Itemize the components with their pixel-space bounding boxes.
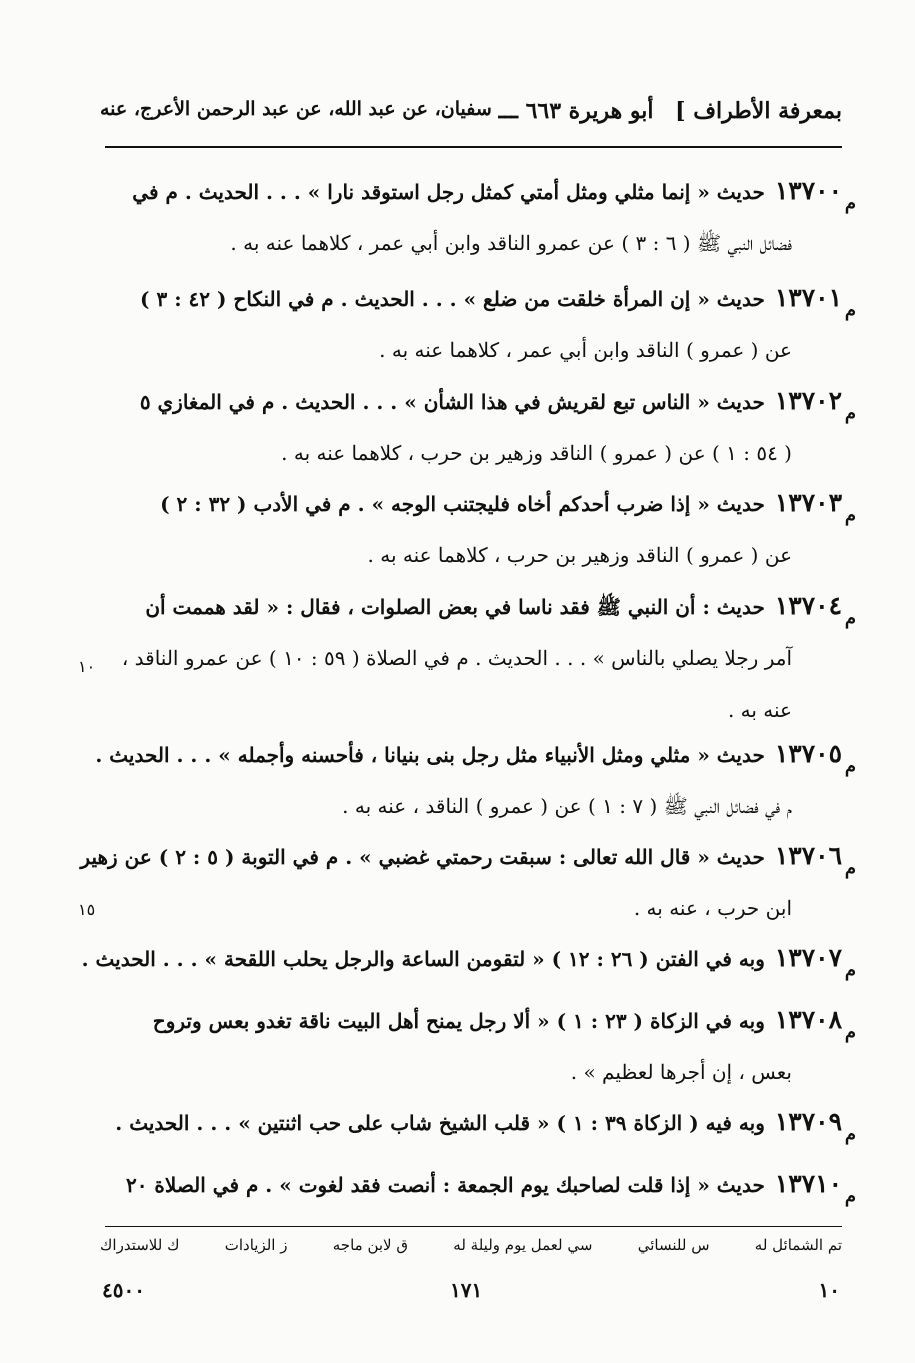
entry-mark: م <box>844 858 856 879</box>
hadith-entry <box>100 994 856 1098</box>
entry-mark: م <box>844 1124 856 1145</box>
entry-line <box>81 932 856 984</box>
hadith-entry <box>81 932 856 984</box>
entry-text: حديث : أن النبي ﷺ فقد ناسا في بعض الصلوات ، فقال : « لقد هممت أن <box>145 595 765 619</box>
entry-line <box>100 217 842 269</box>
entry-mark: م <box>844 300 856 321</box>
entry-text: وبه فيه ( الزكاة ٣٩ : ١ ) « قلب الشيخ شاب على حب اثنتين » . . . الحديث . <box>115 1111 765 1135</box>
footnote-item: ز الزيادات <box>224 1236 288 1254</box>
entry-number: ١٣٧٠٠ <box>774 176 842 205</box>
entry-number: ١٣٧٠٩ <box>774 1107 842 1136</box>
entry-line <box>100 165 856 217</box>
entry-text: عن ( عمرو ) الناقد وزهير بن حرب ، كلاهما عنه به . <box>367 543 792 567</box>
entry-line <box>100 994 856 1046</box>
footnote-item: ك للاستدراك <box>100 1236 180 1254</box>
entry-mark: م <box>844 756 856 777</box>
header-rule <box>105 146 842 148</box>
page-footer <box>100 1278 842 1308</box>
entry-text: حديث « إنما مثلي ومثل أمتي كمثل رجل استوقد نارا » . . . الحديث . م في <box>132 180 765 204</box>
entry-text: حديث « الناس تبع لقريش في هذا الشأن » . . . الحديث . م في المغازي ٥ <box>139 390 765 414</box>
entry-line <box>100 1158 856 1210</box>
hadith-entry <box>100 580 856 736</box>
entry-mark: م <box>844 403 856 424</box>
footnote-item: سي لعمل يوم وليلة له <box>453 1236 593 1254</box>
entry-number: ١٣٧٠٦ <box>774 841 842 870</box>
entry-mark: م <box>844 608 856 629</box>
footnotes <box>100 1236 842 1254</box>
footnote-rule <box>105 1226 842 1227</box>
footer-right-code: ١٠ <box>818 1278 840 1302</box>
entry-line <box>100 580 856 632</box>
entry-mark: م <box>844 1186 856 1207</box>
entry-line <box>100 632 842 684</box>
entry-number: ١٣٧٠٣ <box>774 488 842 517</box>
header-chain: سفيان، عن عبد الله، عن عبد الرحمن الأعرج، عنه <box>100 98 492 120</box>
entry-number: ١٣٧٠٧ <box>774 943 842 972</box>
entry-number: ١٣٧١٠ <box>774 1169 842 1198</box>
entry-line <box>100 427 842 479</box>
entry-text: آمر رجلا يصلي بالناس » . . . الحديث . م في الصلاة ( ٥٩ : ١٠ ) عن عمرو الناقد ، <box>121 646 792 670</box>
entry-number: ١٣٧٠٢ <box>774 386 842 415</box>
hadith-entry <box>100 1158 856 1210</box>
footnote-item: تم الشمائل له <box>754 1236 842 1254</box>
entry-text: م في فضائل النبي ﷺ ( ٧ : ١ ) عن ( عمرو ) الناقد ، عنه به . <box>342 794 792 818</box>
entry-number: ١٣٧٠١ <box>774 283 842 312</box>
entry-number: ١٣٧٠٨ <box>774 1005 842 1034</box>
entry-text: وبه في الفتن ( ٢٦ : ١٢ ) « لتقومن الساعة والرجل يحلب اللقحة » . . . الحديث . <box>81 947 765 971</box>
footer-left-code: ٤٥٠٠ <box>102 1278 145 1302</box>
entry-line <box>100 1096 856 1148</box>
entry-number: ١٣٧٠٤ <box>774 591 842 620</box>
entry-text: بعس ، إن أجرها لعظيم » . <box>570 1060 792 1084</box>
entry-text: حديث « إذا قلت لصاحبك يوم الجمعة : أنصت فقد لغوت » . م في الصلاة ٢٠ <box>125 1173 765 1197</box>
entry-text: عن ( عمرو ) الناقد وابن أبي عمر ، كلاهما عنه به . <box>379 338 792 362</box>
entry-text: ابن حرب ، عنه به . <box>633 896 792 920</box>
hadith-entry <box>100 1096 856 1148</box>
entry-line <box>100 272 856 324</box>
entry-text: وبه في الزكاة ( ٢٣ : ١ ) « ألا رجل يمنح أهل البيت ناقة تغدو بعس وتروح <box>152 1009 765 1033</box>
hadith-entry <box>100 477 856 581</box>
margin-line-number: ١٠ <box>78 657 96 676</box>
entry-text: حديث « مثلي ومثل الأنبياء مثل رجل بنى بنيانا ، فأحسنه وأجمله » . . . الحديث . <box>95 743 765 767</box>
entry-line <box>95 728 856 780</box>
running-header <box>100 98 842 124</box>
header-section: أبو هريرة ٦٦٣ ـــ <box>498 98 654 124</box>
hadith-entry <box>100 375 856 479</box>
entry-text: حديث « قال الله تعالى : سبقت رحمتي غضبي » . م في التوبة ( ٥ : ٢ ) عن زهير <box>80 845 765 869</box>
entry-line <box>100 324 842 376</box>
entry-line <box>100 882 842 934</box>
entry-text: فضائل النبي ﷺ ( ٦ : ٣ ) عن عمرو الناقد وابن أبي عمر ، كلاهما عنه به . <box>230 231 792 255</box>
entry-text: ( ٥٤ : ١ ) عن ( عمرو ) الناقد وزهير بن حرب ، كلاهما عنه به . <box>281 441 792 465</box>
hadith-entry <box>95 728 856 832</box>
entry-line <box>100 780 842 832</box>
footnote-item: ق لابن ماجه <box>332 1236 409 1254</box>
entry-line <box>80 830 856 882</box>
entry-line <box>100 1046 842 1098</box>
entry-mark: م <box>844 960 856 981</box>
entry-line <box>100 477 856 529</box>
entry-mark: م <box>844 505 856 526</box>
entry-line <box>100 375 856 427</box>
entry-text: عنه به . <box>727 698 792 722</box>
entry-mark: م <box>844 1022 856 1043</box>
hadith-entry <box>100 165 856 269</box>
entry-line <box>100 529 842 581</box>
entry-number: ١٣٧٠٥ <box>774 739 842 768</box>
footnote-item: س للنسائي <box>637 1236 710 1254</box>
entry-text: حديث « إذا ضرب أحدكم أخاه فليجتنب الوجه » . م في الأدب ( ٣٢ : ٢ ) <box>160 492 765 516</box>
entry-text: حديث « إن المرأة خلقت من ضلع » . . . الحديث . م في النكاح ( ٤٢ : ٣ ) <box>140 287 765 311</box>
margin-line-number: ١٥ <box>78 900 96 919</box>
page-number: ١٧١ <box>450 1278 483 1302</box>
hadith-entry <box>100 272 856 376</box>
header-title: بمعرفة الأطراف ] <box>675 98 842 124</box>
entry-mark: م <box>844 193 856 214</box>
